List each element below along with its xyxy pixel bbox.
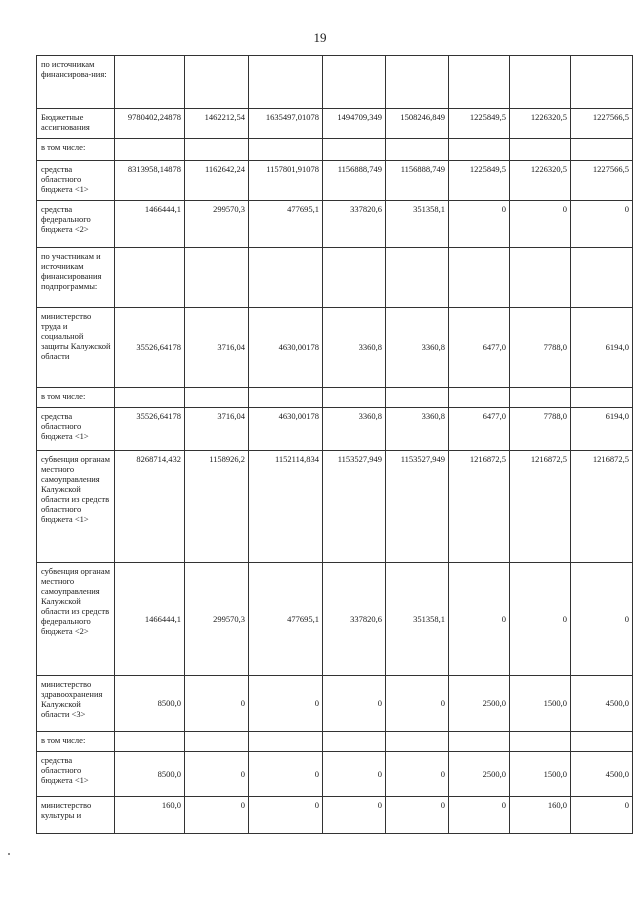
value-cell: 2500,0	[449, 752, 510, 797]
value-cell: 1225849,5	[449, 109, 510, 139]
value-cell: 1158926,2	[185, 451, 249, 563]
value-cell	[571, 388, 633, 408]
value-cell: 3716,04	[185, 408, 249, 451]
table-row	[37, 752, 633, 797]
value-cell: 0	[323, 752, 386, 797]
value-cell	[510, 248, 571, 308]
value-cell: 0	[323, 676, 386, 732]
value-cell: 0	[185, 797, 249, 834]
row-label: по источникам финансирова-ния:	[37, 56, 115, 109]
value-cell: 1156888,749	[323, 161, 386, 201]
value-cell: 8313958,14878	[115, 161, 185, 201]
table-row	[37, 248, 633, 308]
value-cell: 1157801,91078	[249, 161, 323, 201]
table-row	[37, 563, 633, 676]
row-label: в том числе:	[37, 732, 115, 752]
table-row	[37, 388, 633, 408]
value-cell: 299570,3	[185, 563, 249, 676]
value-cell: 0	[571, 201, 633, 248]
value-cell: 3716,04	[185, 308, 249, 388]
value-cell: 299570,3	[185, 201, 249, 248]
value-cell: 1226320,5	[510, 109, 571, 139]
row-label: средства областного бюджета <1>	[37, 161, 115, 201]
table-row	[37, 408, 633, 451]
value-cell	[115, 388, 185, 408]
value-cell: 1162642,24	[185, 161, 249, 201]
value-cell: 0	[386, 676, 449, 732]
value-cell: 0	[510, 563, 571, 676]
value-cell: 1153527,949	[323, 451, 386, 563]
row-label: средства областного бюджета <1>	[37, 752, 115, 797]
value-cell	[386, 248, 449, 308]
row-label: в том числе:	[37, 388, 115, 408]
value-cell	[386, 732, 449, 752]
row-label: министерство здравоохранения Калужской области <3>	[37, 676, 115, 732]
value-cell	[185, 248, 249, 308]
page-number: 19	[313, 30, 327, 45]
row-label: Бюджетные ассигнования	[37, 109, 115, 139]
value-cell: 0	[571, 797, 633, 834]
value-cell: 1466444,1	[115, 563, 185, 676]
value-cell: 160,0	[115, 797, 185, 834]
row-label: средства областного бюджета <1>	[37, 408, 115, 451]
value-cell: 0	[510, 201, 571, 248]
value-cell: 0	[249, 676, 323, 732]
table-row	[37, 139, 633, 161]
value-cell	[510, 139, 571, 161]
value-cell: 8500,0	[115, 752, 185, 797]
value-cell: 6477,0	[449, 308, 510, 388]
value-cell	[571, 139, 633, 161]
value-cell: 0	[571, 563, 633, 676]
table-row	[37, 161, 633, 201]
value-cell	[323, 388, 386, 408]
value-cell	[449, 248, 510, 308]
value-cell	[449, 139, 510, 161]
value-cell: 1227566,5	[571, 109, 633, 139]
value-cell	[185, 388, 249, 408]
value-cell: 3360,8	[386, 308, 449, 388]
table-row	[37, 451, 633, 563]
value-cell	[323, 732, 386, 752]
value-cell: 1216872,5	[571, 451, 633, 563]
value-cell	[386, 139, 449, 161]
value-cell	[249, 388, 323, 408]
value-cell: 337820,6	[323, 201, 386, 248]
value-cell	[571, 732, 633, 752]
value-cell: 0	[249, 797, 323, 834]
value-cell: 1500,0	[510, 752, 571, 797]
value-cell: 1466444,1	[115, 201, 185, 248]
value-cell	[115, 732, 185, 752]
row-label: в том числе:	[37, 139, 115, 161]
value-cell: 4500,0	[571, 676, 633, 732]
value-cell	[510, 56, 571, 109]
value-cell: 1227566,5	[571, 161, 633, 201]
value-cell: 1153527,949	[386, 451, 449, 563]
value-cell	[185, 139, 249, 161]
value-cell: 0	[386, 797, 449, 834]
value-cell: 3360,8	[386, 408, 449, 451]
value-cell	[449, 388, 510, 408]
value-cell: 0	[449, 563, 510, 676]
table-row	[37, 732, 633, 752]
value-cell: 3360,8	[323, 308, 386, 388]
value-cell	[115, 248, 185, 308]
value-cell: 7788,0	[510, 308, 571, 388]
value-cell: 477695,1	[249, 201, 323, 248]
value-cell	[510, 388, 571, 408]
value-cell: 1152114,834	[249, 451, 323, 563]
table-row	[37, 797, 633, 834]
value-cell: 0	[249, 752, 323, 797]
value-cell: 1462212,54	[185, 109, 249, 139]
value-cell	[249, 139, 323, 161]
value-cell: 1156888,749	[386, 161, 449, 201]
value-cell: 1226320,5	[510, 161, 571, 201]
value-cell	[449, 56, 510, 109]
value-cell	[510, 732, 571, 752]
value-cell	[323, 56, 386, 109]
value-cell: 351358,1	[386, 201, 449, 248]
value-cell	[571, 56, 633, 109]
value-cell: 0	[449, 201, 510, 248]
value-cell: 0	[386, 752, 449, 797]
value-cell: 7788,0	[510, 408, 571, 451]
table-row	[37, 56, 633, 109]
value-cell	[115, 139, 185, 161]
value-cell: 6477,0	[449, 408, 510, 451]
value-cell: 3360,8	[323, 408, 386, 451]
value-cell	[386, 56, 449, 109]
value-cell: 4630,00178	[249, 308, 323, 388]
value-cell: 0	[449, 797, 510, 834]
value-cell: 4500,0	[571, 752, 633, 797]
table-row	[37, 201, 633, 248]
table-row	[37, 308, 633, 388]
value-cell: 0	[185, 676, 249, 732]
value-cell: 337820,6	[323, 563, 386, 676]
value-cell: 6194,0	[571, 408, 633, 451]
value-cell: 6194,0	[571, 308, 633, 388]
value-cell: 0	[185, 752, 249, 797]
value-cell	[249, 732, 323, 752]
row-label: министерство культуры и	[37, 797, 115, 834]
value-cell: 1225849,5	[449, 161, 510, 201]
value-cell: 1635497,01078	[249, 109, 323, 139]
value-cell: 351358,1	[386, 563, 449, 676]
value-cell	[449, 732, 510, 752]
value-cell: 0	[323, 797, 386, 834]
value-cell: 8500,0	[115, 676, 185, 732]
value-cell: 4630,00178	[249, 408, 323, 451]
value-cell	[249, 248, 323, 308]
value-cell: 160,0	[510, 797, 571, 834]
value-cell: 8268714,432	[115, 451, 185, 563]
row-label: министерство труда и социальной защиты Калужской области	[37, 308, 115, 388]
row-label: субвенция органам местного самоуправления Калужской области из средств областного бюджета <1>	[37, 451, 115, 563]
row-label: субвенция органам местного самоуправления Калужской области из средств федерального бюджета <2>	[37, 563, 115, 676]
table-row	[37, 109, 633, 139]
value-cell: 1508246,849	[386, 109, 449, 139]
value-cell: 1494709,349	[323, 109, 386, 139]
value-cell: 2500,0	[449, 676, 510, 732]
table-row	[37, 676, 633, 732]
value-cell: 1216872,5	[449, 451, 510, 563]
value-cell: 35526,64178	[115, 308, 185, 388]
value-cell	[571, 248, 633, 308]
scan-speck	[8, 853, 10, 855]
table-body	[37, 56, 633, 834]
value-cell	[249, 56, 323, 109]
value-cell	[185, 56, 249, 109]
value-cell	[323, 139, 386, 161]
row-label: средства федерального бюджета <2>	[37, 201, 115, 248]
value-cell	[185, 732, 249, 752]
value-cell: 9780402,24878	[115, 109, 185, 139]
value-cell: 1500,0	[510, 676, 571, 732]
value-cell	[386, 388, 449, 408]
value-cell	[115, 56, 185, 109]
value-cell: 477695,1	[249, 563, 323, 676]
row-label: по участникам и источникам финансирования подпрограммы:	[37, 248, 115, 308]
value-cell	[323, 248, 386, 308]
value-cell: 35526,64178	[115, 408, 185, 451]
value-cell: 1216872,5	[510, 451, 571, 563]
budget-table	[36, 55, 633, 834]
